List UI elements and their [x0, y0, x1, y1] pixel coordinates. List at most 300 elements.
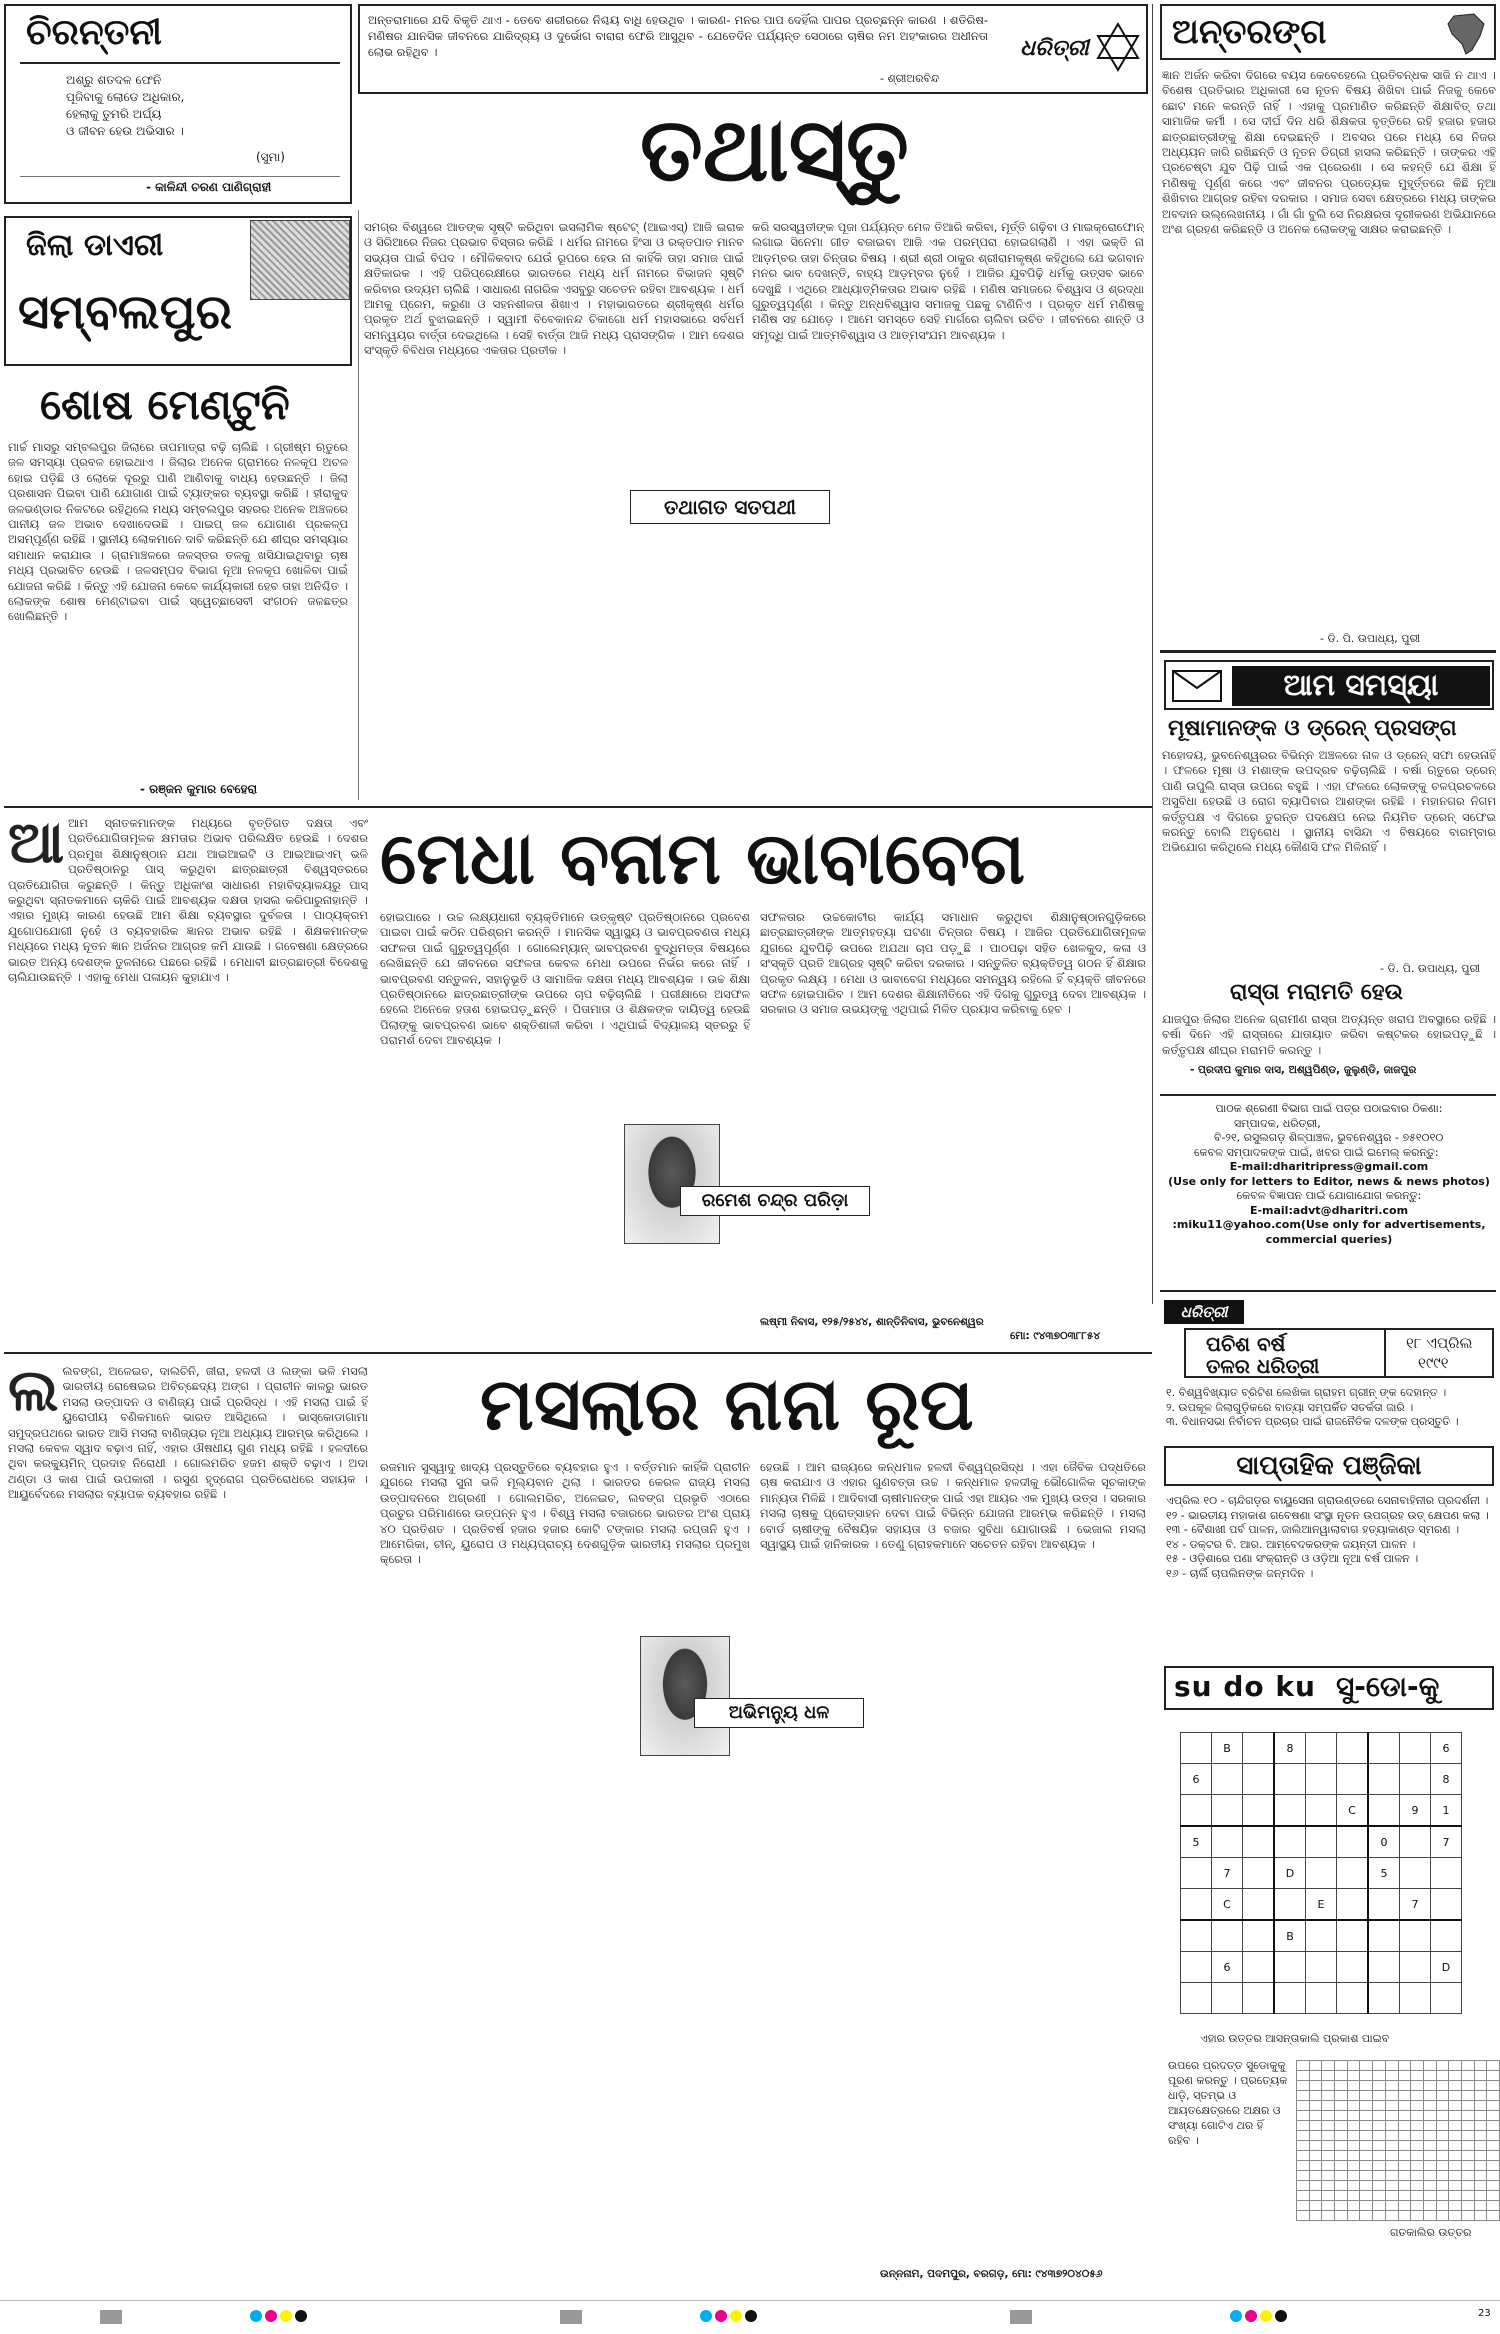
- sudoku-row: [1181, 1983, 1462, 2014]
- sudoku-cell[interactable]: 5: [1368, 1858, 1400, 1889]
- sudoku-cell[interactable]: [1337, 1733, 1369, 1764]
- solution-cell: [1385, 2101, 1398, 2111]
- solution-cell: [1461, 2191, 1474, 2201]
- solution-cell: [1461, 2061, 1474, 2071]
- zilla-article: [8, 440, 348, 770]
- tathastu-body1: ସମଗ୍ର ବିଶ୍ୱରେ ଆତଙ୍କ ସୃଷ୍ଟି କରିଥିବା ଇସଲାମିକ ଷ୍ଟେଟ୍ (ଆଇଏସ୍) ଆଜି ଇରାକ ଓ ସିରିଆରେ ନିଜର ପ୍ରଭାବ ବିସ୍ତାର କରିଛି । ଧର୍ମର ନାମରେ ହିଂସା ଓ ରକ୍ତପାତ ମାନବ ସଭ୍ୟତା ପାଇଁ ବିପଦ । ମୌଳିକବାଦ ଯେଉଁ ରୂପରେ ହେଉ ନା କାହିଁକି ତାହା ସମାଜ ପାଇଁ କ୍ଷତିକାରକ । ଏହି ପରିପ୍ରେକ୍ଷୀରେ ଭାରତରେ ମଧ୍ୟ ଧର୍ମ ନାମରେ ବିଭାଜନ ସୃଷ୍ଟି କରିବାର ଉଦ୍ୟମ ଚାଲିଛି । ସାଧାରଣ ନାଗରିକ ଏସବୁରୁ ସଚେତନ ରହିବା ଆବଶ୍ୟକ । ଧର୍ମ ଆମକୁ ପ୍ରେମ, କରୁଣା ଓ ସହନଶୀଳତା ଶିଖାଏ । ମହାଭାରତରେ ଶ୍ରୀକୃଷ୍ଣ ଧର୍ମର ପ୍ରକୃତ ଅର୍ଥ ବୁଝାଇଛନ୍ତି । ସ୍ୱାମୀ ବିବେକାନନ୍ଦ ଚିକାଗୋ ଧର୍ମ ମହାସଭାରେ ସର୍ବଧର୍ମ ସମନ୍ୱୟର ବାର୍ତ୍ତା ଦେଇଥିଲେ । ସେହି ବାର୍ତ୍ତା ଆଜି ମଧ୍ୟ ପ୍ରାସଙ୍ଗିକ । ଆମ ଦେଶର ସଂସ୍କୃତି ବିବିଧତା ମଧ୍ୟରେ ଏକତାର ପ୍ରତୀକ ।: [364, 220, 744, 358]
- solution-cell: [1423, 2211, 1436, 2221]
- solution-cell: [1360, 2061, 1373, 2071]
- panchisa-brand: ଧରିତ୍ରୀ: [1164, 1300, 1244, 1324]
- solution-cell: [1436, 2171, 1449, 2181]
- contact-email-press[interactable]: E-mail:dharitripress@gmail.com: [1229, 1160, 1429, 1173]
- solution-row: [1297, 2071, 1500, 2081]
- sudoku-cell[interactable]: [1400, 1983, 1431, 2014]
- samasya-article: [1162, 748, 1496, 958]
- solution-row: [1297, 2061, 1500, 2071]
- road-author: - ପ୍ରଦୀପ କୁମାର ଦାସ, ଅଶ୍ୱପିଣ୍ଡ, ଜୁଲୁଣ୍ଡି, ଜାଜପୁର: [1190, 1064, 1417, 1076]
- solution-cell: [1322, 2201, 1335, 2211]
- solution-cell: [1398, 2111, 1411, 2121]
- solution-cell: [1411, 2071, 1424, 2081]
- saptahika-entry: ୧୪ - ଡକ୍ଟର ବି. ଆର. ଆମ୍ବେଦକରଙ୍କ ଜୟନ୍ତୀ ପାଳନ ।: [1166, 1537, 1416, 1551]
- sudoku-cell[interactable]: [1243, 1952, 1275, 1983]
- solution-cell: [1335, 2211, 1348, 2221]
- medha-phone: ମୋ: ୯୪୩୭୦୩୮୮୫୪: [1010, 1330, 1101, 1342]
- solution-cell: [1335, 2071, 1348, 2081]
- saptahika-list: [1166, 1494, 1494, 1581]
- page-number: 23: [1478, 2308, 1491, 2319]
- solution-cell: [1335, 2161, 1348, 2171]
- solution-cell: [1297, 2081, 1310, 2091]
- solution-cell: [1461, 2181, 1474, 2191]
- medha-col1: [8, 816, 368, 1336]
- author-photo: [624, 1124, 720, 1244]
- solution-cell: [1423, 2171, 1436, 2181]
- solution-cell: [1360, 2201, 1373, 2211]
- sudoku-row: [1181, 1889, 1462, 1921]
- solution-cell: [1322, 2191, 1335, 2201]
- solution-cell: [1347, 2071, 1360, 2081]
- sudoku-cell[interactable]: [1181, 1733, 1212, 1764]
- solution-cell: [1474, 2121, 1487, 2131]
- black-dot: [295, 2310, 307, 2322]
- contact-note1: (Use only for letters to Editor, news & news photos): [1168, 1174, 1490, 1188]
- sudoku-rules: ଉପରେ ପ୍ରଦତ୍ତ ସୁଡୋକୁକୁ ପୂରଣ କରନ୍ତୁ । ପ୍ରତ୍ୟେକ ଧାଡ଼ି, ସ୍ତମ୍ଭ ଓ ଆୟତକ୍ଷେତ୍ରରେ ଅକ୍ଷର ଓ ସଂଖ୍ୟା ଗୋଟିଏ ଥର ହିଁ ରହିବ ।: [1168, 2059, 1288, 2147]
- solution-cell: [1461, 2151, 1474, 2161]
- panchisa-title1: ପଚିଶ ବର୍ଷ: [1206, 1332, 1286, 1356]
- sudoku-cell[interactable]: [1431, 1858, 1462, 1889]
- sudoku-cell[interactable]: [1243, 1858, 1275, 1889]
- sudoku-cell[interactable]: [1368, 1889, 1400, 1921]
- sudoku-cell[interactable]: [1337, 1826, 1369, 1858]
- panchisa-item: ୨. ଉପକୂଳ ଜିଲାଗୁଡ଼ିକରେ ବାତ୍ୟା ସମ୍ପର୍କିତ ସତର୍କତା ଜାରି ।: [1166, 1400, 1414, 1414]
- solution-cell: [1309, 2141, 1322, 2151]
- solution-cell: [1347, 2201, 1360, 2211]
- solution-cell: [1423, 2191, 1436, 2201]
- color-swatch: [1010, 2310, 1032, 2324]
- panchisa-date2: ୧୯୯୧: [1418, 1354, 1449, 1372]
- sudoku-cell[interactable]: [1306, 1826, 1337, 1858]
- solution-cell: [1385, 2061, 1398, 2071]
- solution-cell: [1322, 2131, 1335, 2141]
- solution-cell: [1474, 2111, 1487, 2121]
- sudoku-cell[interactable]: [1274, 1889, 1306, 1921]
- solution-cell: [1398, 2131, 1411, 2141]
- solution-cell: [1474, 2101, 1487, 2111]
- solution-cell: [1411, 2161, 1424, 2171]
- solution-cell: [1461, 2131, 1474, 2141]
- solution-cell: [1360, 2161, 1373, 2171]
- solution-row: [1297, 2111, 1500, 2121]
- antaranga-title: ଅନ୍ତରଙ୍ଗ: [1172, 12, 1327, 52]
- samasya-author: - ଡି. ପି. ଉପାଧ୍ୟ, ପୁରୀ: [1380, 962, 1481, 975]
- sudoku-cell[interactable]: [1368, 1764, 1400, 1795]
- quote-author: - ଶ୍ରୀଅରବିନ୍ଦ: [880, 72, 940, 85]
- solution-cell: [1411, 2201, 1424, 2211]
- panchisa-date1: ୧୮ ଏପ୍ରିଲ: [1406, 1334, 1473, 1352]
- medha-body3: ସଫଳତାର ଉଚ୍ଚକୋଟୀର କାର୍ଯ୍ୟ ସମାଧାନ କରୁଥିବା ଶିକ୍ଷାନୁଷ୍ଠାନଗୁଡ଼ିକରେ ଛାତ୍ରଛାତ୍ରୀଙ୍କ ଆତ୍ମହତ୍ୟା ଘଟଣା ଚିନ୍ତାର ବିଷୟ । ଆଜିର ପ୍ରତିଯୋଗିତାମୂଳକ ଯୁଗରେ ଯୁବପିଢ଼ି ଉପରେ ଅଯଥା ଚାପ ପଡ଼ୁଛି । ପାଠପଢ଼ା ସହିତ ଖେଳକୁଦ, କଳା ଓ ସଂସ୍କୃତି ପ୍ରତି ଆଗ୍ରହ ସୃଷ୍ଟି କରିବା ଦରକାର । ସନ୍ତୁଳିତ ବ୍ୟକ୍ତିତ୍ୱ ଗଠନ ହିଁ ଶିକ୍ଷାର ପ୍ରକୃତ ଲକ୍ଷ୍ୟ । ମେଧା ଓ ଭାବାବେଗ ମଧ୍ୟରେ ସମନ୍ୱୟ ରହିଲେ ହିଁ ବ୍ୟକ୍ତି ଜୀବନରେ ସଫଳ ହୋଇପାରିବ । ଆମ ଦେଶର ଶିକ୍ଷାନୀତିରେ ଏହି ଦିଗକୁ ଗୁରୁତ୍ୱ ଦେବା ଆବଶ୍ୟକ । ସରକାର ଓ ସମାଜ ଉଭୟଙ୍କୁ ଏଥିପାଇଁ ମିଳିତ ପ୍ରୟାସ କରିବାକୁ ହେବ ।: [760, 910, 1146, 1017]
- sudoku-cell[interactable]: [1243, 1826, 1275, 1858]
- solution-cell: [1461, 2171, 1474, 2181]
- sudoku-cell[interactable]: D: [1431, 1952, 1462, 1983]
- solution-cell: [1297, 2201, 1310, 2211]
- sudoku-cell[interactable]: [1181, 1889, 1212, 1921]
- sudoku-cell[interactable]: [1212, 1983, 1243, 2014]
- solution-row: [1297, 2201, 1500, 2211]
- solution-cell: [1309, 2061, 1322, 2071]
- solution-cell: [1373, 2111, 1386, 2121]
- sudoku-cell[interactable]: [1368, 1733, 1400, 1764]
- solution-cell: [1487, 2111, 1500, 2121]
- sudoku-cell[interactable]: D: [1274, 1858, 1306, 1889]
- masala-body1: ଲବଙ୍ଗ, ଅଳେଇଚ, ଦାଲଚିନି, ଜୀରା, ହଳଦୀ ଓ ଲଙ୍କା ଭଳି ମସଲା ଭାରତୀୟ ରୋଷେଇର ଅବିଚ୍ଛେଦ୍ୟ ଅଙ୍ଗ । ପ୍ରାଚୀନ କାଳରୁ ଭାରତ ମସଲା ଉତ୍ପାଦନ ଓ ବାଣିଜ୍ୟ ପାଇଁ ପ୍ରସିଦ୍ଧ । ଏହି ମସଲା ପାଇଁ ହିଁ ୟୁରୋପୀୟ ବଣିକମାନେ ଭାରତ ଆସିଥିଲେ । ଭାସ୍କୋଡାଗାମା ସମୁଦ୍ରପଥରେ ଭାରତ ଆସି ମସଲା ବାଣିଜ୍ୟର ନୂଆ ଅଧ୍ୟାୟ ଆରମ୍ଭ କରିଥିଲେ । ମସଲା କେବଳ ସ୍ୱାଦ ବଢ଼ାଏ ନାହିଁ, ଏହାର ଔଷଧୀୟ ଗୁଣ ମଧ୍ୟ ରହିଛି । ହଳଦୀରେ ଥିବା କରକ୍ୟୁମିନ୍ ପ୍ରଦାହ ନିରୋଧୀ । ଗୋଲମରିଚ ହଜମ ଶକ୍ତି ବଢ଼ାଏ । ଅଦା ଥଣ୍ଡା ଓ କାଶ ପାଇଁ ଉପକାରୀ । ରସୁଣ ହୃଦ୍ରୋଗ ପ୍ରତିରୋଧରେ ସହାୟକ । ଆୟୁର୍ବେଦରେ ମସଲାର ବ୍ୟାପକ ବ୍ୟବହାର ରହିଛି ।: [8, 1364, 368, 1502]
- poem-line: ପୂଜିବାକୁ ଲୋଡେ ଅଧିକାର,: [66, 90, 185, 104]
- solution-cell: [1335, 2201, 1348, 2211]
- sudoku-cell[interactable]: 1: [1431, 1795, 1462, 1827]
- solution-cell: [1297, 2171, 1310, 2181]
- sudoku-cell[interactable]: [1368, 1983, 1400, 2014]
- solution-cell: [1335, 2151, 1348, 2161]
- sudoku-cell[interactable]: [1431, 1920, 1462, 1952]
- solution-cell: [1436, 2071, 1449, 2081]
- sudoku-cell[interactable]: 6: [1212, 1952, 1243, 1983]
- panchisa-item: ୧. ବିଶ୍ୱବିଖ୍ୟାତ ବ୍ରିଟିଶ ଲେଖିକା ଗ୍ରାହମ ଗ୍ରୀନ୍ ଙ୍କ ଦେହାନ୍ତ ।: [1166, 1386, 1447, 1399]
- solution-cell: [1474, 2071, 1487, 2081]
- sudoku-cell[interactable]: [1274, 1764, 1306, 1795]
- solution-cell: [1461, 2101, 1474, 2111]
- solution-cell: [1398, 2141, 1411, 2151]
- sudoku-title-en: su do ku: [1174, 1670, 1316, 1703]
- solution-row: [1297, 2211, 1500, 2221]
- sudoku-cell[interactable]: [1212, 1795, 1243, 1827]
- solution-cell: [1423, 2201, 1436, 2211]
- solution-cell: [1449, 2171, 1462, 2181]
- zilla-body: ମାର୍ଚ୍ଚ ମାସରୁ ସମ୍ବଲପୁର ଜିଲାରେ ତାପମାତ୍ରା ବଢ଼ି ଚାଲିଛି । ଗ୍ରୀଷ୍ମ ଋତୁରେ ଜଳ ସମସ୍ୟା ପ୍ରବଳ ହୋଇଥାଏ । ଜିଲାର ଅନେକ ଗ୍ରାମରେ ନଳକୂପ ଅଚଳ ହୋଇ ପଡ଼ିଛି ଓ ଲୋକେ ଦୂରରୁ ପାଣି ଆଣିବାକୁ ବାଧ୍ୟ ହେଉଛନ୍ତି । ଜିଲା ପ୍ରଶାସନ ପିଇବା ପାଣି ଯୋଗାଣ ପାଇଁ ଟ୍ୟାଙ୍କର ବ୍ୟବସ୍ଥା କରିଛି । ହୀରାକୁଦ ଜଳଭଣ୍ଡାର ନିକଟରେ ରହିଥିଲେ ମଧ୍ୟ ସମ୍ବଲପୁର ସହରର ଅନେକ ଅଞ୍ଚଳରେ ପାନୀୟ ଜଳ ଅଭାବ ଦେଖାଦେଉଛି । ପାଇପ୍ ଜଳ ଯୋଗାଣ ପ୍ରକଳ୍ପ ଅସମ୍ପୂର୍ଣ୍ଣ ରହିଛି । ସ୍ଥାନୀୟ ଲୋକମାନେ ଦାବି କରିଛନ୍ତି ଯେ ଶୀଘ୍ର ସମସ୍ୟାର ସମାଧାନ କରାଯାଉ । ଗ୍ରାମାଞ୍ଚଳରେ ଜଳସ୍ତର ତଳକୁ ଖସିଯାଇଥିବାରୁ ଚାଷ ମଧ୍ୟ ପ୍ରଭାବିତ ହେଉଛି । ଜଳସମ୍ପଦ ବିଭାଗ ନୂଆ ନଳକୂପ ଖୋଳିବା ପାଇଁ ଯୋଜନା କରିଛି । କିନ୍ତୁ ଏହି ଯୋଜନା କେବେ କାର୍ଯ୍ୟକାରୀ ହେବ ତାହା ଅନିଶ୍ଚିତ । ଲୋକଙ୍କ ଶୋଷ ମେଣ୍ଟାଇବା ପାଇଁ ସ୍ୱେଚ୍ଛାସେବୀ ସଂଗଠନ ଜଳଛତ୍ର ଖୋଲିଛନ୍ତି ।: [8, 440, 348, 624]
- sudoku-cell[interactable]: [1274, 1795, 1306, 1827]
- sudoku-cell[interactable]: [1212, 1826, 1243, 1858]
- sudoku-cell[interactable]: B: [1212, 1733, 1243, 1764]
- sudoku-cell[interactable]: [1368, 1920, 1400, 1952]
- masala-col1: [8, 1364, 368, 2284]
- sudoku-cell[interactable]: [1400, 1858, 1431, 1889]
- solution-cell: [1335, 2141, 1348, 2151]
- solution-cell: [1309, 2161, 1322, 2171]
- solution-cell: [1436, 2061, 1449, 2071]
- solution-row: [1297, 2151, 1500, 2161]
- contact-email-yahoo[interactable]: :miku11@yahoo.com(Use only for advertisements, commercial queries): [1172, 1218, 1486, 1246]
- sudoku-cell[interactable]: [1431, 1983, 1462, 2014]
- sudoku-cell[interactable]: [1274, 1826, 1306, 1858]
- sudoku-cell[interactable]: B: [1274, 1920, 1306, 1952]
- column-rule: [1152, 4, 1153, 1304]
- solution-cell: [1335, 2181, 1348, 2191]
- sudoku-cell[interactable]: C: [1212, 1889, 1243, 1921]
- sudoku-cell[interactable]: [1306, 1764, 1337, 1795]
- solution-cell: [1347, 2181, 1360, 2191]
- sudoku-row: [1181, 1920, 1462, 1952]
- solution-cell: [1347, 2141, 1360, 2151]
- medha-body1: ଆମ ସ୍ନାତକମାନଙ୍କ ମଧ୍ୟରେ ବୃତ୍ତିଗତ ଦକ୍ଷତା ଏବଂ ପ୍ରତିଯୋଗିତାମୂଳକ କ୍ଷମତାର ଅଭାବ ପରିଲକ୍ଷିତ ହେଉଛି । ଦେଶର ପ୍ରମୁଖ ଶିକ୍ଷାନୁଷ୍ଠାନ ଯଥା ଆଇଆଇଟି ଓ ଆଇଆଇଏମ୍ ଭଳି ପ୍ରତିଷ୍ଠାନରୁ ପାସ୍ କରୁଥିବା ଛାତ୍ରଛାତ୍ରୀ ବିଶ୍ୱସ୍ତରରେ ପ୍ରତିଯୋଗିତା କରୁଛନ୍ତି । କିନ୍ତୁ ଅଧିକାଂଶ ସାଧାରଣ ମହାବିଦ୍ୟାଳୟରୁ ପାସ୍ କରୁଥିବା ସ୍ନାତକମାନେ ଚାକିରି ପାଇଁ ଆବଶ୍ୟକ ଦକ୍ଷତା ହାସଲ କରିପାରୁନାହାନ୍ତି । ଏହାର ମୁଖ୍ୟ କାରଣ ହେଉଛି ଆମ ଶିକ୍ଷା ବ୍ୟବସ୍ଥାର ଦୁର୍ବଳତା । ପାଠ୍ୟକ୍ରମ ଯୁଗୋପଯୋଗୀ ନୁହେଁ ଓ ବ୍ୟବହାରିକ ଜ୍ଞାନର ଅଭାବ ରହିଛି । ଶିକ୍ଷକମାନଙ୍କ ମଧ୍ୟରେ ମଧ୍ୟ ନୂତନ ଜ୍ଞାନ ଅର୍ଜନର ଆଗ୍ରହ କମି ଯାଉଛି । ଗବେଷଣା କ୍ଷେତ୍ରରେ ଭାରତ ଅନ୍ୟ ଦେଶଙ୍କ ତୁଳନାରେ ପଛରେ ରହିଛି । ମେଧାବୀ ଛାତ୍ରଛାତ୍ରୀ ବିଦେଶକୁ ଚାଲିଯାଉଛନ୍ତି । ଏହାକୁ ମେଧା ପଳାୟନ କୁହାଯାଏ ।: [8, 816, 368, 985]
- registration-marks: [560, 2310, 582, 2324]
- solution-cell: [1411, 2131, 1424, 2141]
- solution-cell: [1385, 2071, 1398, 2081]
- sudoku-cell[interactable]: [1400, 1733, 1431, 1764]
- sudoku-row: [1181, 1826, 1462, 1858]
- sudoku-answer-label: ଗତକାଲିର ଉତ୍ତର: [1390, 2226, 1472, 2239]
- sudoku-cell[interactable]: [1337, 1952, 1369, 1983]
- solution-cell: [1322, 2211, 1335, 2221]
- sudoku-cell[interactable]: [1337, 1889, 1369, 1921]
- solution-cell: [1322, 2171, 1335, 2181]
- sudoku-cell[interactable]: [1243, 1795, 1275, 1827]
- solution-cell: [1423, 2131, 1436, 2141]
- solution-cell: [1423, 2061, 1436, 2071]
- sudoku-cell[interactable]: C: [1337, 1795, 1369, 1827]
- solution-cell: [1309, 2151, 1322, 2161]
- solution-cell: [1373, 2161, 1386, 2171]
- drop-cap: ଲ: [8, 1364, 59, 1424]
- solution-cell: [1423, 2151, 1436, 2161]
- sudoku-cell[interactable]: [1400, 1764, 1431, 1795]
- solution-cell: [1385, 2121, 1398, 2131]
- sudoku-cell[interactable]: [1181, 1920, 1212, 1952]
- solution-cell: [1487, 2081, 1500, 2091]
- solution-cell: [1449, 2071, 1462, 2081]
- sudoku-cell[interactable]: [1274, 1952, 1306, 1983]
- tathastu-title: ତଥାସ୍ତୁ: [640, 98, 909, 201]
- contact-name: ସମ୍ପାଦକ, ଧରିତ୍ରୀ,: [1234, 1116, 1321, 1130]
- sudoku-cell[interactable]: [1243, 1733, 1275, 1764]
- road-article: [1162, 1012, 1496, 1058]
- saptahika-title: ସାପ୍ତାହିକ ପଞ୍ଜିକା: [1236, 1451, 1422, 1481]
- sudoku-cell[interactable]: [1306, 1733, 1337, 1764]
- solution-cell: [1297, 2131, 1310, 2141]
- sudoku-cell[interactable]: [1400, 1826, 1431, 1858]
- sudoku-cell[interactable]: 8: [1274, 1733, 1306, 1764]
- sudoku-cell[interactable]: [1212, 1920, 1243, 1952]
- sudoku-cell[interactable]: 7: [1212, 1858, 1243, 1889]
- solution-cell: [1411, 2081, 1424, 2091]
- saptahika-entry: ଏପ୍ରିଲ ୧୦ - ଚାନ୍ଦିଗଡ଼ର ବାୟୁସେନା ଗ୍ରାଉଣ୍ଡରେ ସେନାବାହିନୀର ପ୍ରଦର୍ଶନୀ ।: [1166, 1494, 1489, 1507]
- sudoku-cell[interactable]: 0: [1368, 1826, 1400, 1858]
- solution-cell: [1385, 2111, 1398, 2121]
- solution-cell: [1461, 2201, 1474, 2211]
- sudoku-row: [1181, 1795, 1462, 1827]
- solution-cell: [1436, 2181, 1449, 2191]
- yellow-dot: [730, 2310, 742, 2322]
- solution-cell: [1398, 2121, 1411, 2131]
- zilla-author: - ରଞ୍ଜନ କୁମାର ବେହେରା: [140, 782, 258, 796]
- sudoku-cell[interactable]: 7: [1400, 1889, 1431, 1921]
- sudoku-cell[interactable]: [1400, 1920, 1431, 1952]
- cyan-dot: [700, 2310, 712, 2322]
- zilla-headline: ଶୋଷ ମେଣ୍ଟୁନି: [40, 380, 290, 429]
- sudoku-row: [1181, 1952, 1462, 1983]
- sudoku-cell[interactable]: 5: [1181, 1826, 1212, 1858]
- solution-cell: [1461, 2071, 1474, 2081]
- solution-cell: [1423, 2161, 1436, 2171]
- solution-cell: [1487, 2161, 1500, 2171]
- solution-cell: [1423, 2101, 1436, 2111]
- solution-cell: [1373, 2131, 1386, 2141]
- solution-cell: [1297, 2121, 1310, 2131]
- solution-cell: [1360, 2121, 1373, 2131]
- solution-cell: [1461, 2121, 1474, 2131]
- sudoku-cell[interactable]: [1400, 1952, 1431, 1983]
- solution-cell: [1347, 2091, 1360, 2101]
- solution-cell: [1297, 2141, 1310, 2151]
- sudoku-cell[interactable]: [1431, 1889, 1462, 1921]
- registration-marks: [1230, 2310, 1287, 2322]
- solution-cell: [1385, 2191, 1398, 2201]
- sudoku-cell[interactable]: 8: [1431, 1764, 1462, 1795]
- solution-cell: [1335, 2111, 1348, 2121]
- solution-cell: [1411, 2061, 1424, 2071]
- solution-cell: [1474, 2171, 1487, 2181]
- solution-cell: [1309, 2121, 1322, 2131]
- sudoku-cell[interactable]: [1181, 1795, 1212, 1827]
- solution-cell: [1309, 2081, 1322, 2091]
- sudoku-header: [1164, 1666, 1494, 1710]
- sudoku-cell[interactable]: [1243, 1889, 1275, 1921]
- sudoku-cell[interactable]: 9: [1400, 1795, 1431, 1827]
- solution-cell: [1436, 2091, 1449, 2101]
- solution-cell: [1461, 2091, 1474, 2101]
- sudoku-cell[interactable]: [1306, 1795, 1337, 1827]
- solution-cell: [1474, 2181, 1487, 2191]
- solution-cell: [1436, 2201, 1449, 2211]
- chirantani-box: [4, 4, 352, 204]
- solution-cell: [1474, 2081, 1487, 2091]
- masala-headline: ମସଲାର ନାନା ରୂପ: [480, 1362, 974, 1446]
- sudoku-cell[interactable]: [1243, 1764, 1275, 1795]
- contact-email-advt[interactable]: E-mail:advt@dharitri.com: [1249, 1203, 1409, 1217]
- quote-text: ଅନ୍ତରାମାରେ ଯଦି ବିକୃତି ଥାଏ - ତେବେ ଶରୀରରେ ନିଶ୍ଚୟ ବାଧି ହେଉଥିବ । କାରଣ- ମନର ପାପ ଦେହିଁଲ ପାପର ପ୍ରଚ୍ଛନ୍ନ କାରଣ । ଶତିରିଷ-ମଣିଷର ଯାନସିକ ଜୀବନରେ ଯାରିଦ୍ର୍ୟ ଓ ଦୁର୍ଭୋଗ ବାରାରା ଫେରି ଆସୁଥିବ - ଯେତେଦିନ ପର୍ଯ୍ୟନ୍ତ ସେଠାରେ ଚାଷିର ନମ ଅହଂକାରର ଅଧୀନତା ଲୋଭ ରହିଥିବ ।: [368, 13, 988, 59]
- solution-row: [1297, 2101, 1500, 2111]
- sudoku-cell[interactable]: [1181, 1858, 1212, 1889]
- saptahika-entry: ୧୬ - ଚାର୍ଲି ଚାପଲିନଙ୍କ ଜନ୍ମଦିନ ।: [1166, 1566, 1314, 1580]
- sudoku-cell[interactable]: [1181, 1983, 1212, 2014]
- sudoku-cell[interactable]: 6: [1181, 1764, 1212, 1795]
- sudoku-cell[interactable]: [1306, 1983, 1337, 2014]
- solution-cell: [1360, 2131, 1373, 2141]
- sudoku-cell[interactable]: [1368, 1795, 1400, 1827]
- saptahika-header: [1164, 1446, 1494, 1486]
- solution-cell: [1335, 2131, 1348, 2141]
- solution-cell: [1385, 2131, 1398, 2141]
- solution-cell: [1398, 2151, 1411, 2161]
- sudoku-cell[interactable]: [1306, 1952, 1337, 1983]
- solution-cell: [1449, 2141, 1462, 2151]
- solution-cell: [1297, 2061, 1310, 2071]
- quote-box: [358, 4, 1148, 94]
- solution-cell: [1385, 2211, 1398, 2221]
- solution-cell: [1411, 2101, 1424, 2111]
- tathastu-body2: କରି ସରସ୍ୱତୀଙ୍କ ପୂଜା ପର୍ଯ୍ୟନ୍ତ ମେଳ ତିଆରି କରିବା, ମୂର୍ତ୍ତି ଗଢ଼ିବା ଓ ମାଇକ୍ରୋଫୋନ୍ ଲଗାଇ ସିନେମା ଗୀତ ବଜାଇବା ଆଜି ଏକ ପରମ୍ପରା ହୋଇଗଲାଣି । ଏହା ଭକ୍ତି ନା ଆଡ଼ମ୍ବର ତାହା ଚିନ୍ତାର ବିଷୟ । ଶ୍ରୀ ଶ୍ରୀ ଠାକୁର ଶ୍ରୀରାମକୃଷ୍ଣ କହିଥିଲେ ଯେ ଭଗବାନ ମନର ଭାବ ଦେଖନ୍ତି, ବାହ୍ୟ ଆଡ଼ମ୍ବର ନୁହେଁ । ଆଜିର ଯୁବପିଢ଼ି ଧର୍ମକୁ ଉତ୍ସବ ଭାବେ ଦେଖୁଛି । ଏଥିରେ ଆଧ୍ୟାତ୍ମିକତାର ଅଭାବ ରହିଛି । ମଣିଷ ସମାଜରେ ବିଶ୍ୱାସ ଓ ଶ୍ରଦ୍ଧା ଗୁରୁତ୍ୱପୂର୍ଣ୍ଣ । କିନ୍ତୁ ଅନ୍ଧବିଶ୍ୱାସ ସମାଜକୁ ପଛକୁ ଟାଣିନିଏ । ପ୍ରକୃତ ଧର୍ମ ମଣିଷକୁ ମଣିଷ ସହ ଯୋଡ଼େ । ଆମେ ସମସ୍ତେ ସେହି ମାର୍ଗରେ ଚାଲିବା ଉଚିତ । ଜୀବନରେ ଶାନ୍ତି ଓ ସମୃଦ୍ଧି ପାଇଁ ଆତ୍ମବିଶ୍ୱାସ ଓ ଆତ୍ମସଂଯମ ଆବଶ୍ୟକ ।: [752, 220, 1144, 342]
- solution-cell: [1360, 2171, 1373, 2181]
- sudoku-cell[interactable]: [1306, 1920, 1337, 1952]
- solution-cell: [1360, 2211, 1373, 2221]
- solution-cell: [1385, 2181, 1398, 2191]
- solution-cell: [1449, 2191, 1462, 2201]
- sudoku-cell[interactable]: [1337, 1764, 1369, 1795]
- sudoku-cell[interactable]: [1337, 1858, 1369, 1889]
- solution-cell: [1411, 2171, 1424, 2181]
- sudoku-cell[interactable]: E: [1306, 1889, 1337, 1921]
- sudoku-cell[interactable]: 6: [1431, 1733, 1462, 1764]
- divider: [1160, 650, 1496, 653]
- sudoku-cell[interactable]: [1337, 1983, 1369, 2014]
- divider: [20, 176, 340, 177]
- india-map-icon: [1444, 10, 1490, 56]
- solution-cell: [1398, 2201, 1411, 2211]
- sudoku-cell[interactable]: [1212, 1764, 1243, 1795]
- sudoku-cell[interactable]: [1243, 1983, 1275, 2014]
- road-body: ଯାଜପୁର ଜିଲାର ଅନେକ ଗ୍ରାମୀଣ ରାସ୍ତା ଅତ୍ୟନ୍ତ ଖରାପ ଅବସ୍ଥାରେ ରହିଛି । ବର୍ଷା ଦିନେ ଏହି ରାସ୍ତାରେ ଯାତାୟାତ କରିବା କଷ୍ଟକର ହୋଇପଡ଼ୁଛି । କର୍ତ୍ତୃପକ୍ଷ ଶୀଘ୍ର ମରାମତି କରନ୍ତୁ ।: [1162, 1012, 1496, 1057]
- sudoku-cell[interactable]: [1181, 1952, 1212, 1983]
- zilla-diary-box: [4, 216, 352, 366]
- solution-cell: [1385, 2081, 1398, 2091]
- sudoku-cell[interactable]: [1368, 1952, 1400, 1983]
- solution-cell: [1309, 2201, 1322, 2211]
- solution-cell: [1373, 2201, 1386, 2211]
- solution-cell: [1474, 2161, 1487, 2171]
- registration-marks: [100, 2310, 122, 2324]
- solution-cell: [1347, 2131, 1360, 2141]
- divider: [0, 2300, 1500, 2301]
- solution-cell: [1322, 2121, 1335, 2131]
- solution-cell: [1385, 2091, 1398, 2101]
- sudoku-cell[interactable]: [1306, 1858, 1337, 1889]
- sudoku-grid: [1180, 1732, 1462, 2014]
- solution-cell: [1436, 2081, 1449, 2091]
- solution-cell: [1411, 2181, 1424, 2191]
- solution-cell: [1411, 2211, 1424, 2221]
- solution-cell: [1322, 2081, 1335, 2091]
- solution-cell: [1385, 2171, 1398, 2181]
- solution-cell: [1335, 2171, 1348, 2181]
- solution-cell: [1487, 2091, 1500, 2101]
- sudoku-cell[interactable]: [1274, 1983, 1306, 2014]
- sudoku-cell[interactable]: [1337, 1920, 1369, 1952]
- poem-line: ଅଶ୍ରୁ ଶତଦଳ ଫେନି: [66, 73, 162, 87]
- solution-cell: [1423, 2091, 1436, 2101]
- drop-cap: ଆ: [8, 816, 65, 876]
- solution-cell: [1487, 2181, 1500, 2191]
- solution-cell: [1487, 2071, 1500, 2081]
- solution-cell: [1360, 2081, 1373, 2091]
- sudoku-cell[interactable]: [1243, 1920, 1275, 1952]
- solution-cell: [1360, 2151, 1373, 2161]
- sudoku-cell[interactable]: 7: [1431, 1826, 1462, 1858]
- cyan-dot: [1230, 2310, 1242, 2322]
- solution-cell: [1322, 2111, 1335, 2121]
- poem-line: ହେଲାକୁ ତୁମରି ଅର୍ଘ୍ୟ: [66, 107, 162, 121]
- medha-address: ଲଷ୍ମୀ ନିବାସ, ୧୨୫/୨୫୪୪, ଶାନ୍ତିନିବାସ, ଭୁବନେଶ୍ୱର: [760, 1316, 984, 1328]
- solution-cell: [1474, 2191, 1487, 2201]
- solution-cell: [1373, 2081, 1386, 2091]
- zilla-diary-label: ଜିଲା ଡାଏରୀ: [26, 228, 164, 263]
- divider: [4, 1352, 1152, 1354]
- solution-cell: [1487, 2061, 1500, 2071]
- solution-cell: [1423, 2071, 1436, 2081]
- solution-cell: [1373, 2151, 1386, 2161]
- solution-cell: [1398, 2091, 1411, 2101]
- solution-cell: [1297, 2181, 1310, 2191]
- solution-cell: [1347, 2081, 1360, 2091]
- author-photo: [640, 1636, 730, 1756]
- dharitri-logo: ଧରିତ୍ରୀ: [1020, 36, 1089, 61]
- solution-cell: [1449, 2151, 1462, 2161]
